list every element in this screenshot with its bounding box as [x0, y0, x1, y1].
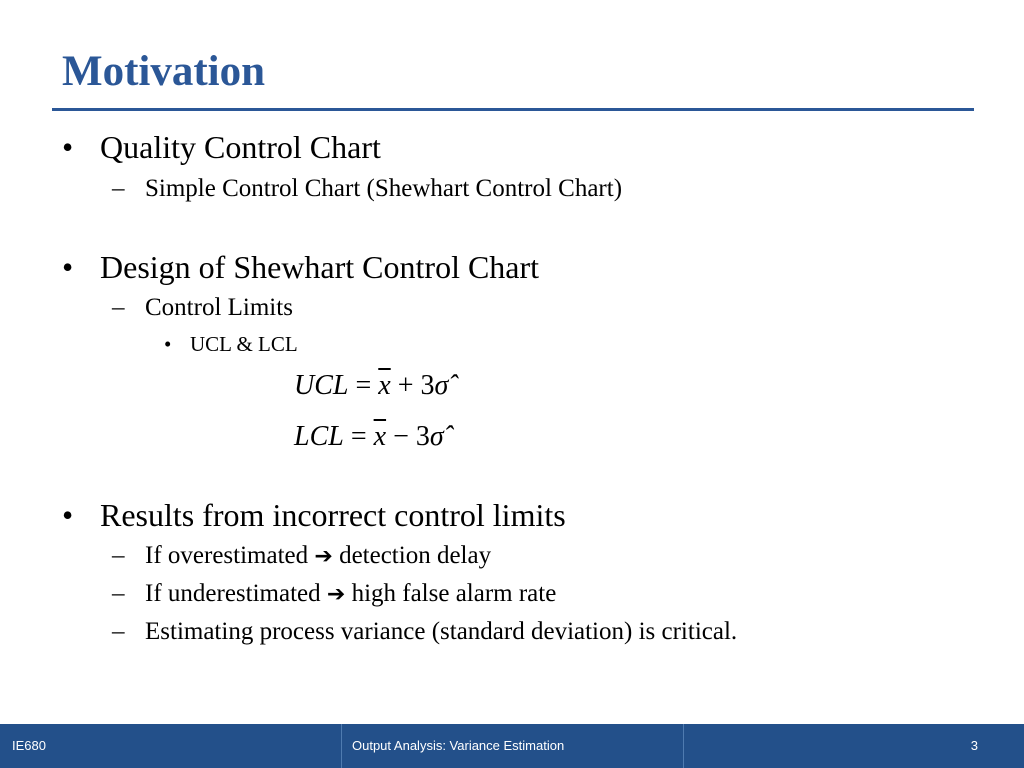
equation-lcl [294, 420, 444, 454]
x-bar: $\overline{x}$ [373, 421, 387, 452]
subbullet-text-before: If overestimated [145, 542, 309, 569]
bullet-results-incorrect-limits [62, 496, 566, 534]
dash-glyph: – [112, 542, 125, 569]
subbullet-underestimated [112, 579, 556, 610]
sigma-hat: σ̂ [429, 421, 444, 452]
dash-glyph: – [112, 618, 125, 645]
dash-glyph: – [112, 580, 125, 607]
subsubbullet-text: UCL & LCL [190, 332, 298, 356]
slide-title: Motivation [62, 48, 266, 95]
bullet-glyph: • [62, 249, 74, 285]
right-arrow-icon: ➔ [314, 544, 333, 569]
minus-sign: − [393, 421, 409, 452]
bullet-design-of-shewhart [62, 248, 539, 286]
equation-ucl [294, 369, 448, 403]
equation-lhs: LCL [294, 421, 344, 452]
subbullet-text-after: detection delay [339, 542, 492, 569]
plus-sign: + [397, 370, 414, 401]
subbullet-text: Simple Control Chart (Shewhart Control Chart) [145, 175, 623, 202]
subbullet-text: Control Limits [145, 294, 293, 321]
right-arrow-icon: ➔ [326, 582, 346, 607]
footer-page-number: 3 [970, 738, 978, 753]
subbullet-estimating-variance [112, 617, 737, 647]
bullet-text: Quality Control Chart [100, 129, 381, 165]
bullet-glyph: • [62, 497, 74, 533]
coefficient: 3 [415, 421, 430, 452]
subbullet-overestimated [112, 541, 491, 572]
footer-lecture-title: Output Analysis: Variance Estimation [352, 738, 565, 753]
subbullet-text-after: high false alarm rate [351, 580, 557, 607]
subsubbullet-ucl-lcl [164, 331, 298, 357]
title-underline [52, 108, 974, 111]
equals-sign: = [350, 421, 367, 452]
sigma-hat: σ̂ [434, 370, 449, 401]
subbullet-text-before: If underestimated [145, 580, 321, 607]
x-bar: $\overline{x}$ [378, 370, 391, 401]
footer-bar [0, 724, 1024, 768]
bullet-text: Results from incorrect control limits [100, 497, 566, 533]
dash-glyph: – [112, 175, 125, 202]
bullet-glyph: • [164, 332, 172, 356]
footer-course-code: IE680 [12, 738, 46, 753]
subbullet-control-limits [112, 293, 293, 323]
equals-sign: = [355, 370, 372, 401]
equation-lhs: UCL [294, 370, 349, 401]
coefficient: 3 [420, 370, 435, 401]
footer-divider [683, 724, 684, 768]
bullet-quality-control-chart [62, 128, 381, 166]
subbullet-text: Estimating process variance (standard deviation) is critical. [145, 618, 738, 645]
bullet-text: Design of Shewhart Control Chart [100, 249, 540, 285]
footer-divider [341, 724, 342, 768]
bullet-glyph: • [62, 129, 74, 165]
dash-glyph: – [112, 294, 125, 321]
subbullet-simple-control-chart [112, 174, 622, 204]
